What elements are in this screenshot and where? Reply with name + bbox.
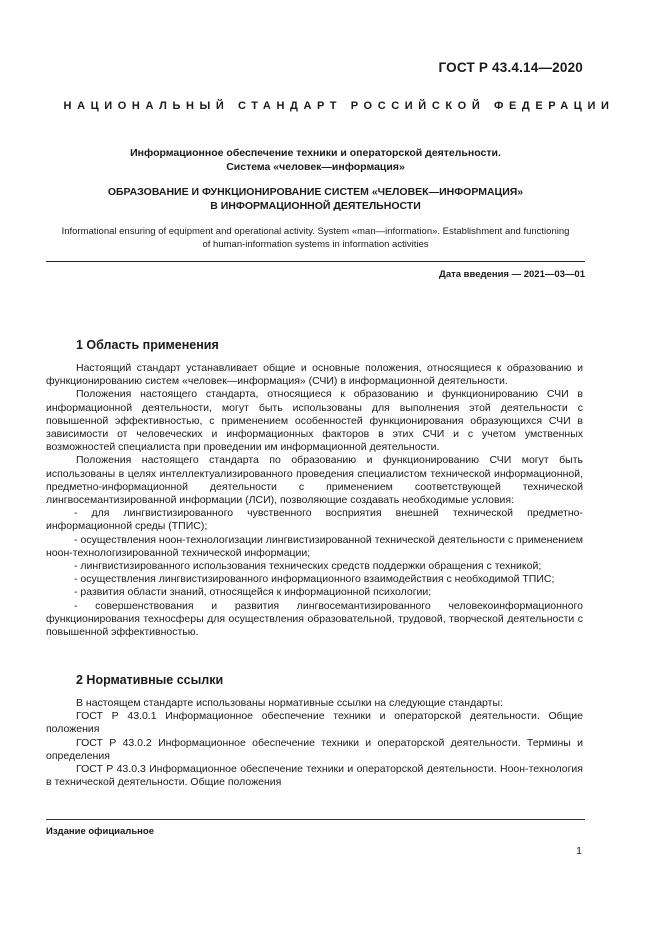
section-1-heading: 1 Область применения [76, 338, 219, 352]
effective-date: Дата введения — 2021—03—01 [439, 269, 585, 280]
document-title [46, 185, 585, 213]
reference-item: ГОСТ Р 43.0.1 Информационное обеспечение техники и операторской деятельности. Общие положения [46, 710, 583, 736]
title-line: ОБРАЗОВАНИЕ И ФУНКЦИОНИРОВАНИЕ СИСТЕМ «ЧЕЛОВЕК—ИНФОРМАЦИЯ» [107, 186, 524, 198]
reference-item: ГОСТ Р 43.0.2 Информационное обеспечение техники и операторской деятельности. Термины и определения [46, 736, 583, 762]
english-title-line: Informational ensuring of equipment and operational activity. System «man—information». Establishment and functioning [61, 226, 570, 237]
page-number: 1 [576, 845, 582, 857]
document-subtitle [46, 146, 585, 174]
gost-number: ГОСТ Р 43.4.14—2020 [438, 60, 583, 75]
list-item: - лингвистизированного использования технических средств поддержки обращения с техникой; [74, 560, 542, 573]
standard-banner: НАЦИОНАЛЬНЫЙ СТАНДАРТ РОССИЙСКОЙ ФЕДЕРАЦИИ [63, 100, 615, 112]
list-item: - осуществления ноон-технологизации лингвистизированной технической деятельности с применением ноон-технологизированной технической информации; [46, 533, 583, 559]
list-item: - осуществления лингвистизированного информационного взаимодействия с необходимой ТПИС; [74, 573, 555, 586]
reference-item: ГОСТ Р 43.0.3 Информационное обеспечение техники и операторской деятельности. Ноон-технология в технической деятельности. Общие положения [46, 763, 583, 789]
subtitle-line: Система «человек—информация» [226, 161, 405, 173]
title-divider [46, 261, 585, 262]
section-2-body [46, 697, 583, 789]
section-1-body [46, 362, 583, 639]
title-line: В ИНФОРМАЦИОННОЙ ДЕЯТЕЛЬНОСТИ [210, 200, 421, 212]
paragraph: В настоящем стандарте использованы нормативные ссылки на следующие стандарты: [76, 697, 503, 709]
footer-divider [46, 819, 585, 820]
subtitle-line: Информационное обеспечение техники и операторской деятельности. [130, 147, 501, 159]
publication-label: Издание официальное [46, 826, 154, 837]
paragraph: Положения настоящего стандарта по образованию и функционированию СЧИ могут быть использованы в целях интеллектуализированного проведения специалистом технической информационной, предметно-информационной деятельности с применением соответствующей технической лингвосемантизированной информации (ЛСИ), позволяющие создавать необходимые условия: [46, 454, 583, 507]
list-item: - развития области знаний, относящейся к информационной психологии; [74, 586, 432, 599]
paragraph: Положения настоящего стандарта, относящиеся к образованию и функционированию СЧИ в информационной деятельности, могут быть использованы для выполнения этой деятельности с повышенной эффективностью, с применением особенностей функционирования образующихся СЧИ в зависимости от человеческих и информационных факторов в этих СЧИ и с учетом умственных возможностей специалиста при проведении им информационной деятельности. [46, 388, 583, 454]
section-2-heading: 2 Нормативные ссылки [76, 673, 224, 687]
paragraph: Настоящий стандарт устанавливает общие и основные положения, относящиеся к образованию и функционированию систем «человек—информация» (СЧИ) в информационной деятельности. [46, 362, 583, 388]
list-item: - совершенствования и развития лингвосемантизированного человекоинформационного функционирования техносферы для осуществления образовательной, трудовой, творческой деятельности с повышенной эффективностью. [46, 599, 583, 639]
english-title-line: of human-information systems in information activities [202, 238, 429, 250]
english-title [40, 226, 591, 251]
list-item: - для лингвистизированного чувственного восприятия внешней технической предметно-информационной среды (ТПИС); [46, 507, 583, 533]
